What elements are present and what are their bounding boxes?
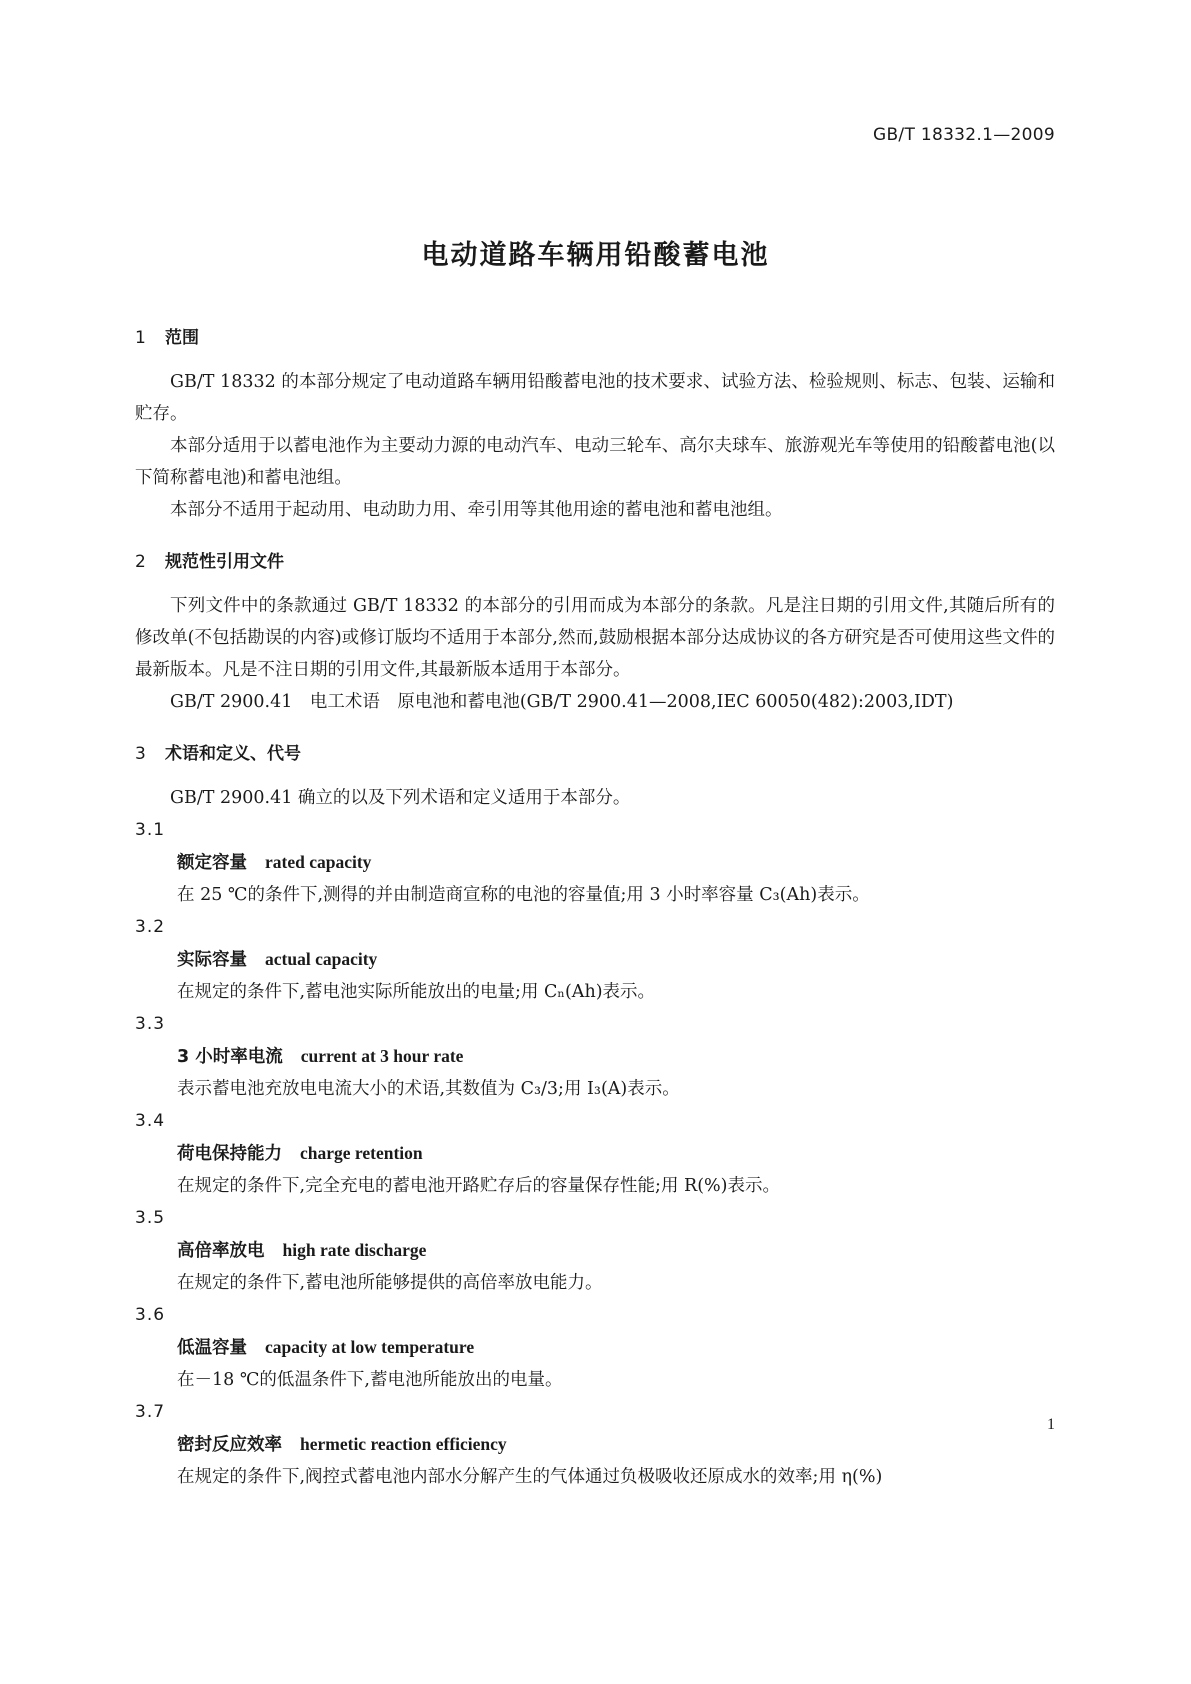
- document-title: 电动道路车辆用铅酸蓄电池: [421, 240, 770, 271]
- term-name: [135, 1428, 1055, 1461]
- section-terms-definitions: [135, 738, 1055, 1493]
- term-name: [135, 943, 1055, 976]
- section-heading: [135, 322, 1055, 354]
- term-name-en: current at 3 hour rate: [300, 1046, 464, 1066]
- term-name-zh: 3 小时率电流: [177, 1047, 283, 1067]
- term-entry: [135, 1396, 1055, 1493]
- term-name: [135, 1234, 1055, 1267]
- term-name-en: capacity at low temperature: [265, 1337, 475, 1357]
- term-number: 3.7: [135, 1402, 166, 1422]
- section-heading: [135, 738, 1055, 770]
- term-entry: [135, 1105, 1055, 1202]
- term-entry: [135, 1299, 1055, 1396]
- term-definition: 在规定的条件下,蓄电池所能够提供的高倍率放电能力。: [177, 1273, 603, 1293]
- term-number: 3.5: [135, 1208, 166, 1228]
- term-name: [135, 1137, 1055, 1170]
- term-name-zh: 高倍率放电: [177, 1241, 265, 1261]
- term-definition: 在规定的条件下,阀控式蓄电池内部水分解产生的气体通过负极吸收还原成水的效率;用 η(%): [177, 1467, 883, 1487]
- term-name-zh: 密封反应效率: [177, 1435, 282, 1455]
- term-name-en: charge retention: [300, 1143, 423, 1163]
- page-number: 1: [1047, 1416, 1055, 1433]
- term-name-zh: 额定容量: [177, 853, 247, 873]
- term-name-en: rated capacity: [265, 852, 372, 872]
- term-definition: 在 25 ℃的条件下,测得的并由制造商宣称的电池的容量值;用 3 小时率容量 C₃(Ah)表示。: [177, 885, 870, 905]
- paragraph: GB/T 2900.41 确立的以及下列术语和定义适用于本部分。: [170, 788, 631, 808]
- section-title: 术语和定义、代号: [165, 744, 301, 764]
- term-number: 3.6: [135, 1305, 166, 1325]
- section-scope: [135, 322, 1055, 526]
- term-entry: [135, 1008, 1055, 1105]
- section-heading: [135, 546, 1055, 578]
- term-name: [135, 1331, 1055, 1364]
- term-entry: [135, 1202, 1055, 1299]
- term-definition: 在－18 ℃的低温条件下,蓄电池所能放出的电量。: [177, 1370, 563, 1390]
- term-entry: [135, 911, 1055, 1008]
- document-body: [135, 322, 1055, 1513]
- term-definition: 在规定的条件下,完全充电的蓄电池开路贮存后的容量保存性能;用 R(%)表示。: [177, 1176, 780, 1196]
- section-number: 2: [135, 552, 146, 572]
- section-number: 3: [135, 744, 146, 764]
- term-name-en: hermetic reaction efficiency: [300, 1434, 507, 1454]
- term-entry: [135, 814, 1055, 911]
- term-name: [135, 846, 1055, 879]
- term-name-zh: 实际容量: [177, 950, 247, 970]
- term-number: 3.2: [135, 917, 166, 937]
- term-number: 3.4: [135, 1111, 166, 1131]
- paragraph: GB/T 18332 的本部分规定了电动道路车辆用铅酸蓄电池的技术要求、试验方法、检验规则、标志、包装、运输和贮存。: [135, 372, 1055, 424]
- term-name-zh: 荷电保持能力: [177, 1144, 282, 1164]
- term-name-en: actual capacity: [265, 949, 378, 969]
- reference-entry: GB/T 2900.41 电工术语 原电池和蓄电池(GB/T 2900.41—2008,IEC 60050(482):2003,IDT): [170, 692, 954, 712]
- term-name: [135, 1040, 1055, 1073]
- term-definition: 表示蓄电池充放电电流大小的术语,其数值为 C₃/3;用 I₃(A)表示。: [177, 1079, 680, 1099]
- standard-code: GB/T 18332.1—2009: [872, 125, 1055, 145]
- term-number: 3.1: [135, 820, 166, 840]
- paragraph: 下列文件中的条款通过 GB/T 18332 的本部分的引用而成为本部分的条款。凡是注日期的引用文件,其随后所有的修改单(不包括勘误的内容)或修订版均不适用于本部分,然而,鼓励根据本部分达成协议的各方研究是否可使用这些文件的最新版本。凡是不注日期的引用文件,其最新版本适用于本部分。: [135, 596, 1055, 680]
- term-name-en: high rate discharge: [282, 1240, 427, 1260]
- term-number: 3.3: [135, 1014, 166, 1034]
- section-normative-references: [135, 546, 1055, 718]
- term-name-zh: 低温容量: [177, 1338, 247, 1358]
- paragraph: 本部分适用于以蓄电池作为主要动力源的电动汽车、电动三轮车、高尔夫球车、旅游观光车等使用的铅酸蓄电池(以下简称蓄电池)和蓄电池组。: [135, 436, 1055, 488]
- paragraph: 本部分不适用于起动用、电动助力用、牵引用等其他用途的蓄电池和蓄电池组。: [170, 500, 783, 520]
- section-title: 范围: [165, 328, 199, 348]
- term-definition: 在规定的条件下,蓄电池实际所能放出的电量;用 Cₙ(Ah)表示。: [177, 982, 656, 1002]
- section-title: 规范性引用文件: [165, 552, 284, 572]
- section-number: 1: [135, 328, 146, 348]
